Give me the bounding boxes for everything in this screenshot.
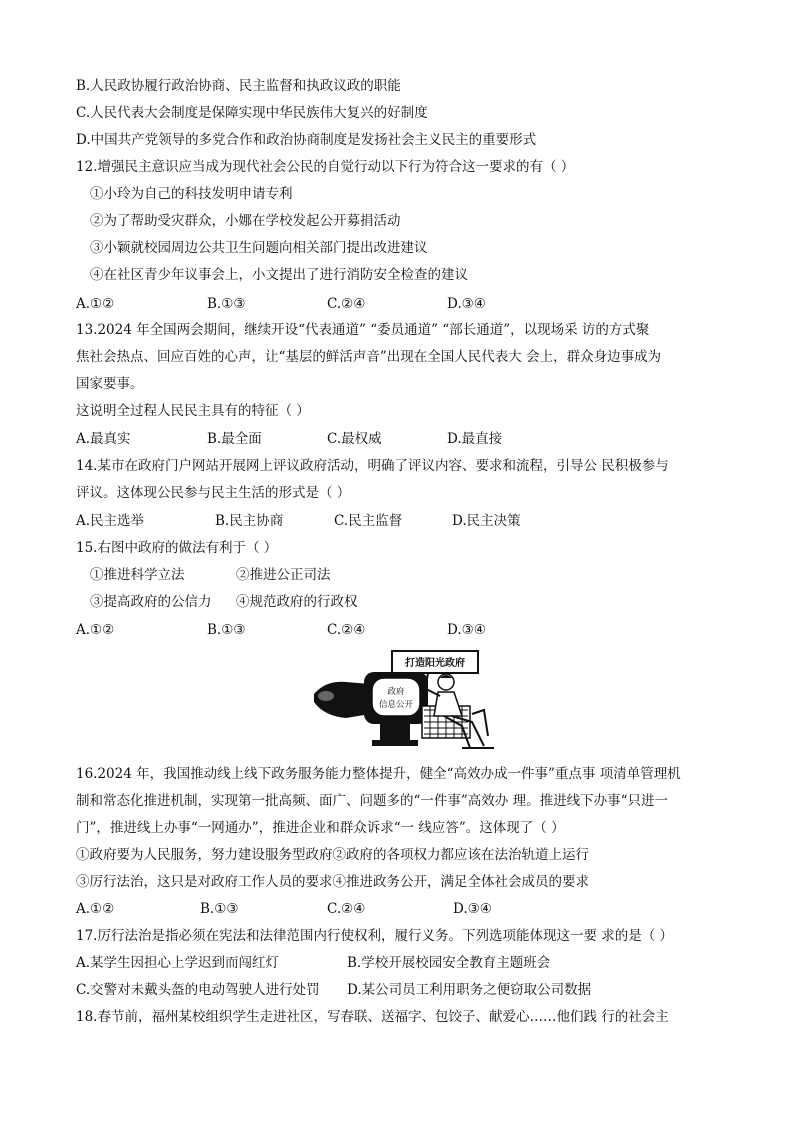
q16-stem-line-3: 门”，推进线上办事“一网通办”，推进企业和群众诉求“一 线应答”。这体现了（ ） [76, 820, 565, 836]
q16-statements-3-4: ③厉行法治，这只是对政府工作人员的要求④推进政务公开，满足全体社会成员的要求 [76, 874, 589, 890]
q14-stem-line-1: 14.某市在政府门户网站开展网上评议政府活动，明确了评议内容、要求和流程，引导公 民积极参与 [76, 458, 669, 474]
q12-option-a: A.①② [76, 296, 115, 312]
q13-option-d: D.最直接 [447, 431, 503, 447]
q12-option-b: B.①③ [207, 296, 246, 312]
q15-item-2: ②推进公正司法 [236, 567, 331, 583]
q17-option-a: A.某学生因担心上学迟到而闯红灯 [76, 955, 280, 971]
q16-option-a: A.①② [76, 901, 115, 917]
q17-stem: 17.厉行法治是指必须在宪法和法律范围内行使权利，履行义务。下列选项能体现这一要 求的是（ ） [76, 928, 674, 944]
q15-option-c: C.②④ [327, 622, 366, 638]
q12-item-2: ②为了帮助受灾群众，小娜在学校发起公开募捐活动 [90, 213, 401, 229]
q12-item-4: ④在社区青少年议事会上，小文提出了进行消防安全检查的建议 [90, 267, 468, 283]
q12-item-1: ①小玲为自己的科技发明申请专利 [90, 186, 293, 202]
q17-option-d: D.某公司员工利用职务之便窃取公司数据 [347, 982, 592, 998]
q16-option-b: B.①③ [200, 901, 239, 917]
q15-item-4: ④规范政府的行政权 [236, 594, 358, 610]
q14-option-c: C.民主监督 [334, 513, 403, 529]
q14-option-b: B.民主协商 [215, 513, 284, 529]
q13-option-a: A.最真实 [76, 431, 131, 447]
q13-option-c: C.最权威 [327, 431, 382, 447]
q13-stem-line-4: 这说明全过程人民民主具有的特征（ ） [76, 403, 310, 419]
q15-item-3: ③提高政府的公信力 [90, 594, 212, 610]
cartoon-screen-line-2: 信息公开 [378, 700, 414, 710]
q13-stem-line-1: 13.2024 年全国两会期间，继续开设“代表通道” “委员通道” “部长通道”，以现场采 访的方式聚 [76, 322, 650, 338]
q11-option-c: C.人民代表大会制度是保障实现中华民族伟大复兴的好制度 [76, 105, 428, 121]
q14-stem-line-2: 评议。这体现公民参与民主生活的形式是（ ） [76, 485, 351, 501]
q12-item-3: ③小颖就校园周边公共卫生问题向相关部门提出改进建议 [90, 240, 428, 256]
sunshine-government-cartoon [312, 644, 494, 750]
q11-option-b: B.人民政协履行政治协商、民主监督和执政议政的职能 [76, 78, 401, 94]
q16-statements-1-2: ①政府要为人民服务，努力建设服务型政府②政府的各项权力都应该在法治轨道上运行 [76, 847, 589, 863]
q13-stem-line-2: 焦社会热点、回应百姓的心声，让“基层的鲜活声音”出现在全国人民代表大 会上，群众身边事成为 [76, 349, 662, 365]
q15-stem: 15.右图中政府的做法有利于（ ） [76, 540, 278, 556]
cartoon-sign-text: 打造阳光政府 [405, 658, 465, 669]
q17-option-c: C.交警对未戴头盔的电动驾驶人进行处罚 [76, 982, 320, 998]
q16-stem-line-1: 16.2024 年，我国推动线上线下政务服务能力整体提升，健全“高效办成一件事”重点事 项清单管理机 [76, 766, 681, 782]
q13-stem-line-3: 国家要事。 [76, 376, 144, 392]
q12-stem: 12.增强民主意识应当成为现代社会公民的自觉行动以下行为符合这一要求的有（ ） [76, 159, 575, 175]
q13-option-b: B.最全面 [207, 431, 262, 447]
q12-option-c: C.②④ [327, 296, 366, 312]
cartoon-screen-line-1: 政府 [387, 687, 405, 697]
q15-option-a: A.①② [76, 622, 115, 638]
q11-option-d: D.中国共产党领导的多党合作和政治协商制度是发扬社会主义民主的重要形式 [76, 132, 537, 148]
q12-option-d: D.③④ [447, 296, 486, 312]
q14-option-a: A.民主选举 [76, 513, 145, 529]
q16-stem-line-2: 制和常态化推进机制，实现第一批高频、面广、问题多的“一件事”高效办 理。推进线下办事“只进一 [76, 793, 668, 809]
q15-item-1: ①推进科学立法 [90, 567, 185, 583]
q16-option-d: D.③④ [453, 901, 492, 917]
q15-option-b: B.①③ [207, 622, 246, 638]
q18-stem: 18.春节前，福州某校组织学生走进社区，写春联、送福字、包饺子、献爱心……他们践 行的社会主 [76, 1009, 669, 1025]
q14-option-d: D.民主决策 [452, 513, 521, 529]
q15-option-d: D.③④ [447, 622, 486, 638]
q17-option-b: B.学校开展校园安全教育主题班会 [347, 955, 551, 971]
q16-option-c: C.②④ [327, 901, 366, 917]
